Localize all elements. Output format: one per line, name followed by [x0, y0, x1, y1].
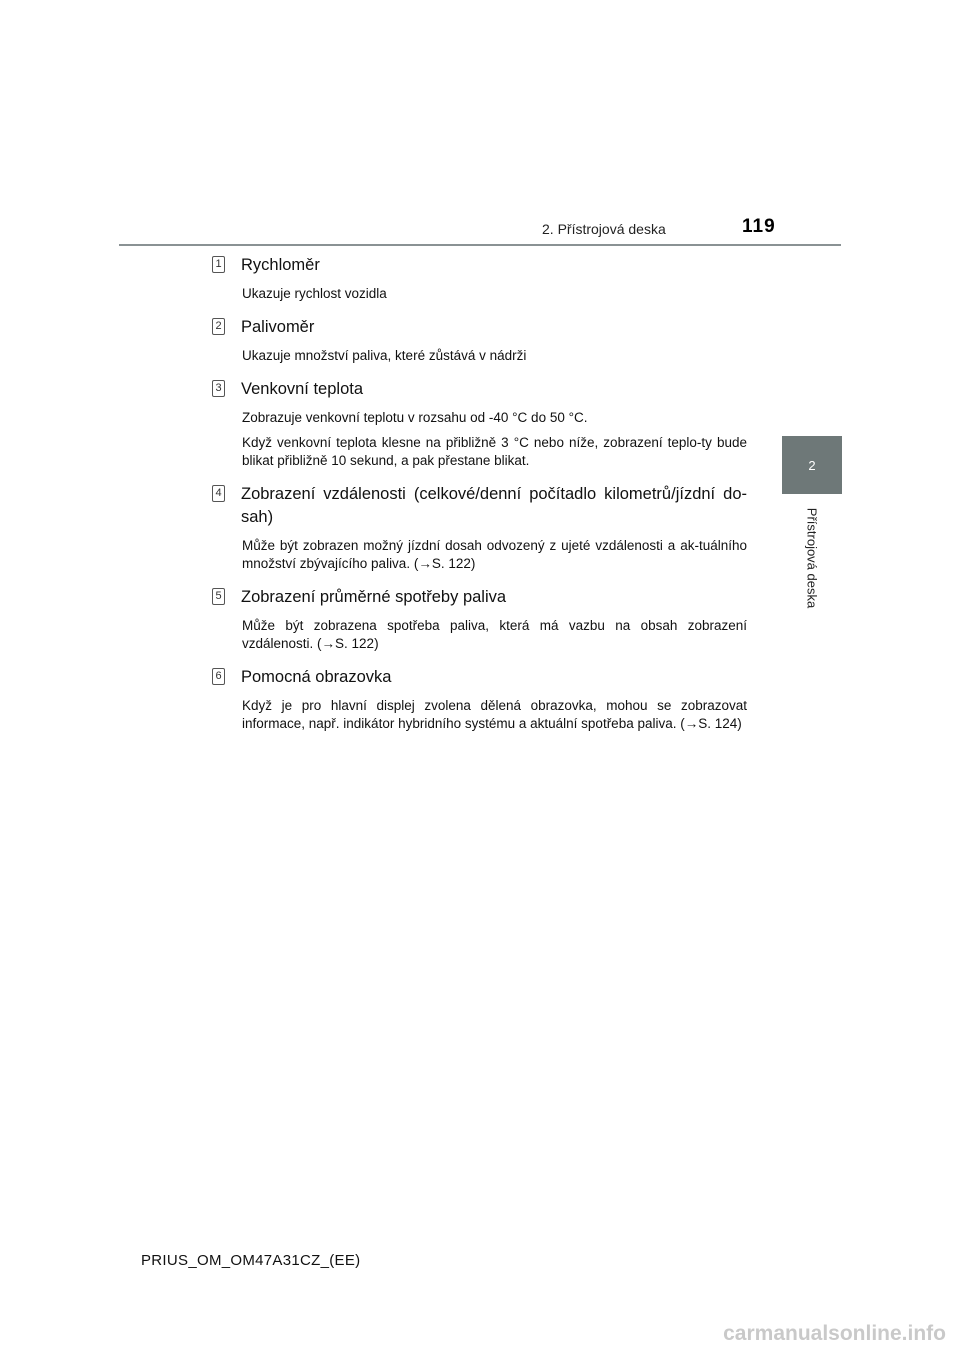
list-item: [212, 666, 747, 733]
list-item: [212, 254, 747, 303]
item-title: Pomocná obrazovka: [241, 668, 392, 686]
header-rule: [119, 244, 841, 246]
item-number-badge: 6: [212, 668, 225, 685]
item-number-badge: 1: [212, 256, 225, 273]
item-heading: [212, 483, 747, 529]
item-title: Rychloměr: [241, 256, 320, 274]
chapter-tab[interactable]: [782, 436, 842, 494]
item-description: Ukazuje množství paliva, které zůstává v nádrži: [242, 348, 527, 363]
item-title: Zobrazení průměrné spotřeby paliva: [241, 588, 507, 606]
item-title: Palivoměr: [241, 318, 315, 336]
item-description: Když je pro hlavní displej zvolena dělená obrazovka, mohou se zobrazovat informace, např. indikátor hybridního systému a aktuální spotřeba paliva. (→S. 124): [242, 698, 747, 731]
item-number-badge: 5: [212, 588, 225, 605]
footer-doc-code: PRIUS_OM_OM47A31CZ_(EE): [141, 1252, 361, 1269]
list-item: [212, 378, 747, 470]
chapter-side-label: Přístrojová deska: [804, 507, 820, 609]
list-item: [212, 586, 747, 653]
item-heading: [212, 666, 747, 689]
item-title: Zobrazení vzdálenosti (celkové/denní počítadlo kilometrů/jízdní do-sah): [241, 485, 747, 526]
item-number-badge: 2: [212, 318, 225, 335]
item-description: Ukazuje rychlost vozidla: [242, 286, 387, 301]
header-section-title: 2. Přístrojová deska: [542, 221, 666, 237]
item-description: Může být zobrazena spotřeba paliva, která má vazbu na obsah zobrazení vzdálenosti. (→S. 122): [242, 618, 747, 651]
item-heading: [212, 254, 747, 277]
item-description: Zobrazuje venkovní teplotu v rozsahu od -40 °C do 50 °C.: [242, 410, 588, 425]
item-heading: [212, 586, 747, 609]
item-number-badge: 4: [212, 485, 225, 502]
item-heading: [212, 316, 747, 339]
item-heading: [212, 378, 747, 401]
page-number: 119: [742, 216, 776, 237]
item-title: Venkovní teplota: [241, 380, 364, 398]
list-item: [212, 483, 747, 573]
item-list: [212, 254, 747, 740]
item-description: Když venkovní teplota klesne na přibližně 3 °C nebo níže, zobrazení teplo-ty bude blikat přibližně 10 sekund, a pak přestane blikat.: [242, 435, 747, 468]
item-number-badge: 3: [212, 380, 225, 397]
chapter-number: 2: [808, 457, 816, 473]
list-item: [212, 316, 747, 365]
watermark[interactable]: carmanualsonline.info: [723, 1322, 946, 1345]
item-description: Může být zobrazen možný jízdní dosah odvozený z ujeté vzdálenosti a ak-tuálního množství zbývajícího paliva. (→S. 122): [242, 538, 747, 571]
